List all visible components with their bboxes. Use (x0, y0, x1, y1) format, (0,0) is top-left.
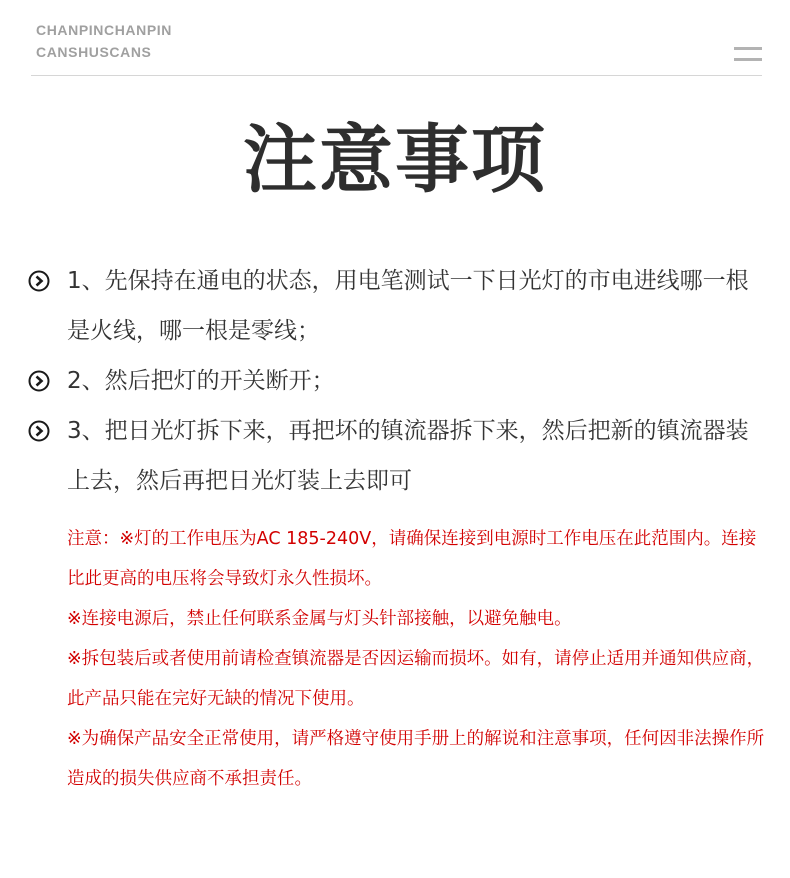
step-text: 3、把日光灯拆下来，再把坏的镇流器拆下来，然后把新的镇流器装上去，然后再把日光灯装上去即可 (67, 418, 749, 494)
menu-icon[interactable] (734, 47, 762, 61)
header-brand (36, 19, 172, 63)
brand-line-2: CANSHUSCANS (36, 44, 152, 60)
circle-chevron-right-icon (28, 270, 50, 292)
step-item (28, 256, 768, 356)
circle-chevron-right-icon (28, 420, 50, 442)
step-item (28, 356, 768, 406)
step-text: 2、然后把灯的开关断开； (67, 368, 335, 394)
note-item: 注意：※灯的工作电压为AC 185-240V，请确保连接到电源时工作电压在此范围内。连接比此更高的电压将会导致灯永久性损坏。 (67, 529, 757, 589)
note-item: ※连接电源后，禁止任何联系金属与灯头针部接触，以避免触电。 (67, 609, 572, 629)
step-item (28, 406, 768, 506)
steps-list (28, 256, 768, 506)
note-item: ※拆包装后或者使用前请检查镇流器是否因运输而损坏。如有，请停止适用并通知供应商，此产品只能在完好无缺的情况下使用。 (67, 649, 765, 709)
header-divider (31, 75, 762, 76)
notes-section (67, 519, 767, 799)
page-title: 注意事项 (243, 117, 547, 203)
note-item: ※为确保产品安全正常使用，请严格遵守使用手册上的解说和注意事项，任何因非法操作所造成的损失供应商不承担责任。 (67, 729, 765, 789)
step-text: 1、先保持在通电的状态，用电笔测试一下日光灯的市电进线哪一根是火线，哪一根是零线； (67, 268, 749, 344)
brand-line-1: CHANPINCHANPIN (36, 22, 172, 38)
circle-chevron-right-icon (28, 370, 50, 392)
